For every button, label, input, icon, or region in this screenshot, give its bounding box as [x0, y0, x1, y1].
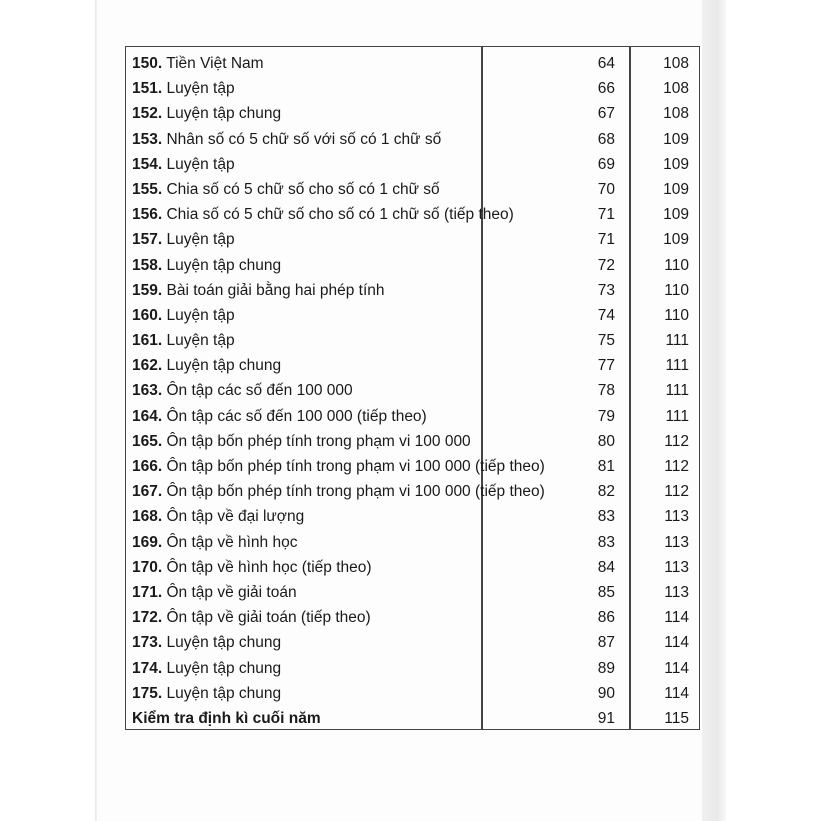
toc-entry-title	[132, 227, 235, 252]
lesson-number: 157.	[132, 231, 163, 249]
page-number-b: 115	[664, 709, 689, 727]
page-number-a: 80	[597, 432, 615, 450]
lesson-label: Luyện tập chung	[166, 357, 282, 375]
page-number-b: 110	[664, 281, 689, 299]
toc-entry-title	[132, 303, 235, 328]
page-number-b: 111	[665, 357, 689, 375]
page-number-b: 113	[664, 583, 689, 601]
page-number-b: 114	[664, 684, 689, 702]
page-number-a: 73	[597, 281, 615, 299]
lesson-number: 168.	[132, 508, 163, 526]
lesson-label: Ôn tập về hình học	[166, 533, 298, 551]
page-number-b: 108	[663, 105, 689, 123]
page-number-b: 114	[664, 609, 689, 627]
lesson-number: 153.	[132, 130, 163, 148]
page-number-a: 71	[597, 231, 615, 249]
page-number-a: 66	[597, 80, 615, 98]
toc-row	[125, 253, 700, 278]
toc-row	[125, 76, 700, 101]
page-number-a: 90	[597, 684, 615, 702]
lesson-number: 161.	[132, 332, 163, 350]
toc-entry-title	[132, 404, 427, 429]
toc-row	[125, 278, 700, 303]
toc-row	[125, 127, 700, 152]
lesson-label: Chia số có 5 chữ số cho số có 1 chữ số (tiếp theo)	[166, 206, 514, 224]
lesson-label: Bài toán giải bằng hai phép tính	[166, 281, 385, 299]
lesson-number: 166.	[132, 458, 163, 475]
toc-row	[125, 530, 700, 555]
toc-row	[125, 227, 700, 252]
lesson-label: Luyện tập	[166, 332, 235, 350]
page-number-a: 74	[597, 306, 615, 324]
page-number-b: 111	[665, 407, 689, 425]
page-edge-right	[702, 0, 726, 821]
page-number-a: 69	[597, 155, 615, 173]
lesson-label: Ôn tập bốn phép tính trong phạm vi 100 000	[166, 432, 471, 450]
page-number-b: 112	[664, 458, 689, 475]
lesson-number: 175.	[132, 684, 163, 702]
toc-entry-title	[132, 76, 235, 101]
lesson-number: 171.	[132, 583, 163, 601]
lesson-label: Kiểm tra định kì cuối năm	[132, 709, 321, 727]
lesson-number: 169.	[132, 533, 163, 551]
page-number-a: 87	[597, 634, 615, 652]
page-number-b: 108	[663, 55, 689, 72]
lesson-number: 163.	[132, 382, 163, 400]
lesson-label: Ôn tập về đại lượng	[166, 508, 305, 526]
toc-entry-title	[132, 681, 281, 706]
lesson-number: 160.	[132, 306, 163, 324]
lesson-label: Luyện tập	[166, 80, 235, 98]
page-number-a: 68	[597, 130, 615, 148]
toc-entry-title	[132, 630, 281, 655]
lesson-label: Luyện tập chung	[166, 684, 282, 702]
page-number-a: 84	[597, 558, 615, 576]
toc-row	[125, 202, 700, 227]
page-number-b: 109	[663, 180, 689, 198]
lesson-label: Ôn tập bốn phép tính trong phạm vi 100 000 (tiếp theo)	[166, 483, 545, 501]
lesson-number: 170.	[132, 558, 163, 576]
lesson-number: 150.	[132, 55, 163, 72]
lesson-label: Ôn tập các số đến 100 000 (tiếp theo)	[166, 407, 427, 425]
page-number-b: 109	[663, 155, 689, 173]
toc-row	[125, 630, 700, 655]
lesson-label: Ôn tập về giải toán (tiếp theo)	[166, 609, 371, 627]
toc-entry-title	[132, 328, 235, 353]
toc-row	[125, 555, 700, 580]
lesson-label: Luyện tập chung	[166, 659, 282, 677]
page-number-a: 91	[597, 709, 615, 727]
toc-row	[125, 681, 700, 706]
page-number-b: 110	[664, 256, 689, 274]
toc-entry-title	[132, 580, 297, 605]
toc-entry-title	[132, 278, 385, 303]
page-number-b: 112	[664, 432, 689, 450]
page-number-a: 72	[597, 256, 615, 274]
page-number-a: 75	[597, 332, 615, 350]
toc-entry-title	[132, 656, 281, 681]
page-number-b: 109	[663, 206, 689, 224]
lesson-number: 172.	[132, 609, 163, 627]
page-number-a: 67	[597, 105, 615, 123]
toc-row	[125, 429, 700, 454]
page-number-a: 64	[597, 55, 615, 72]
page-number-a: 83	[597, 508, 615, 526]
page-number-a: 78	[597, 382, 615, 400]
lesson-number: 162.	[132, 357, 163, 375]
page-number-b: 109	[663, 231, 689, 249]
page-number-b: 111	[665, 332, 689, 350]
toc-entry-title	[132, 378, 353, 403]
page-number-a: 71	[597, 206, 615, 224]
toc-entry-title	[132, 555, 372, 580]
toc-entry-title	[132, 706, 321, 731]
toc-entry-title	[132, 177, 440, 202]
page-number-b: 112	[664, 483, 689, 501]
page-number-a: 89	[597, 659, 615, 677]
toc-row	[125, 580, 700, 605]
toc-entry-title	[132, 605, 371, 630]
toc-row	[125, 328, 700, 353]
lesson-label: Luyện tập chung	[166, 256, 282, 274]
page-number-a: 79	[597, 407, 615, 425]
lesson-label: Tiền Việt Nam	[166, 55, 264, 72]
page-number-a: 83	[597, 533, 615, 551]
lesson-number: 159.	[132, 281, 163, 299]
lesson-label: Ôn tập về giải toán	[166, 583, 297, 601]
toc-entry-title	[132, 51, 264, 76]
toc-row	[125, 303, 700, 328]
lesson-number: 174.	[132, 659, 163, 677]
lesson-number: 151.	[132, 80, 163, 98]
lesson-label: Ôn tập bốn phép tính trong phạm vi 100 000 (tiếp theo)	[166, 458, 545, 475]
toc-row	[125, 152, 700, 177]
lesson-label: Luyện tập	[166, 306, 235, 324]
page-number-b: 114	[664, 659, 689, 677]
toc-entry-title	[132, 429, 471, 454]
toc-entry-title	[132, 127, 441, 152]
page-number-b: 108	[663, 80, 689, 98]
lesson-label: Ôn tập về hình học (tiếp theo)	[166, 558, 372, 576]
lesson-number: 167.	[132, 483, 163, 501]
toc-row	[125, 404, 700, 429]
lesson-number: 156.	[132, 206, 163, 224]
page-number-b: 111	[665, 382, 689, 400]
page-number-b: 109	[663, 130, 689, 148]
toc-entry-title	[132, 530, 297, 555]
toc-entry-title	[132, 353, 281, 378]
toc-entry-title	[132, 101, 281, 126]
lesson-number: 155.	[132, 180, 163, 198]
toc-row	[125, 479, 700, 504]
toc-entry-title	[132, 253, 281, 278]
toc-row	[125, 101, 700, 126]
toc-row	[125, 605, 700, 630]
lesson-label: Nhân số có 5 chữ số với số có 1 chữ số	[166, 130, 442, 148]
page-number-a: 86	[597, 609, 615, 627]
lesson-label: Luyện tập	[166, 155, 235, 173]
page-number-b: 113	[664, 558, 689, 576]
lesson-label: Ôn tập các số đến 100 000	[166, 382, 353, 400]
lesson-number: 165.	[132, 432, 163, 450]
page-number-b: 113	[664, 533, 689, 551]
page-number-b: 114	[664, 634, 689, 652]
page-number-a: 77	[597, 357, 615, 375]
toc-row	[125, 177, 700, 202]
page-number-a: 82	[597, 483, 615, 501]
toc-row	[125, 706, 700, 731]
page-number-b: 113	[664, 508, 689, 526]
lesson-label: Luyện tập chung	[166, 105, 282, 123]
lesson-number: 154.	[132, 155, 163, 173]
lesson-number: 173.	[132, 634, 163, 652]
lesson-label: Luyện tập chung	[166, 634, 282, 652]
toc-row	[125, 504, 700, 529]
lesson-number: 164.	[132, 407, 163, 425]
toc-rows	[125, 51, 700, 731]
toc-row	[125, 51, 700, 76]
toc-row	[125, 353, 700, 378]
toc-entry-title	[132, 504, 304, 529]
toc-row	[125, 656, 700, 681]
page-number-a: 85	[597, 583, 615, 601]
lesson-label: Luyện tập	[166, 231, 235, 249]
lesson-number: 152.	[132, 105, 163, 123]
page-number-b: 110	[664, 306, 689, 324]
toc-entry-title	[132, 152, 235, 177]
toc-row	[125, 454, 700, 479]
page-number-a: 81	[597, 458, 615, 475]
toc-row	[125, 378, 700, 403]
lesson-label: Chia số có 5 chữ số cho số có 1 chữ số	[166, 180, 440, 198]
page-number-a: 70	[597, 180, 615, 198]
toc-entry-title	[132, 202, 514, 227]
lesson-number: 158.	[132, 256, 163, 274]
